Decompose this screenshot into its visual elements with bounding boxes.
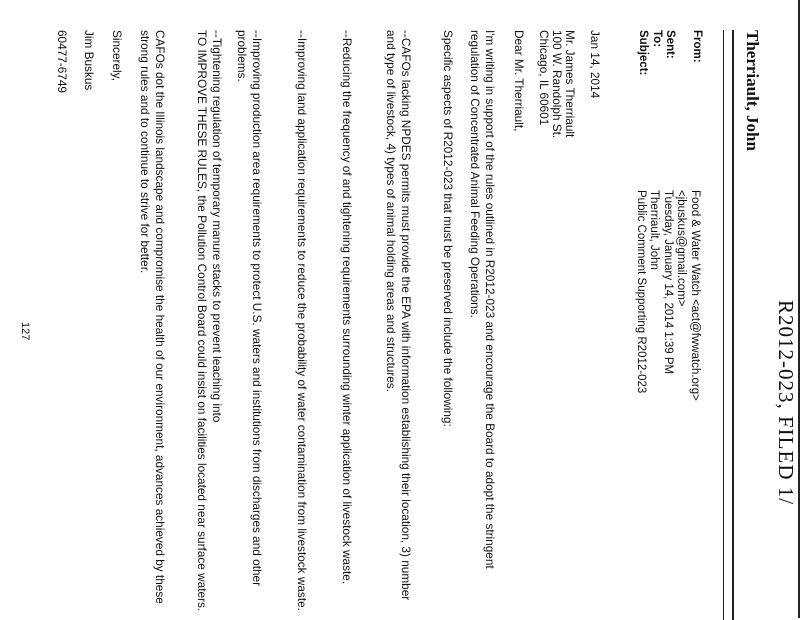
- header-divider-thin: [723, 30, 724, 620]
- from-value-email: <jbuskus@gmail.com>: [675, 190, 688, 307]
- salutation: Dear Mr. Therriault,: [512, 30, 526, 132]
- bullet-npdes: --CAFOs lacking NPDES permits must provide the EPA with information establishing their location, 3) number and type of livestock, 4) types of animal holding areas and structures.: [384, 30, 413, 604]
- page-number: 127: [19, 322, 31, 341]
- filing-stamp: R2012-023, FILED 1/: [774, 300, 798, 506]
- sender-name: Therriault, John: [743, 30, 762, 151]
- bullet-manure-stacks: --Tightening regulation of temporary manure stacks to prevent leaching into: [210, 30, 224, 423]
- sent-label: Sent:: [664, 30, 676, 59]
- bullet-land-application: --Improving land application requirements to reduce the probability of water contamination from livestock waste.: [295, 30, 309, 611]
- paragraph-support: I'm writing in support of the rules outlined in R2012-023 and encourage the Board to adopt the stringent regulation of Concentrated Animal Feeding Operations.: [468, 30, 497, 572]
- paragraph-aspects: Specific aspects of R2012-023 that must be preserved include the following:: [441, 30, 455, 427]
- paragraph-improve: TO IMPROVE THESE RULES, the Pollution Control Board could insist on facilities located near surface waters.: [195, 30, 209, 612]
- paragraph-cafos: CAFOs dot the Illinois landscape and compromise the health of our environment, advances achieved by these strong rules and to continue to strive for better.: [138, 30, 167, 608]
- letter-date: Jan 14, 2014: [588, 30, 602, 99]
- to-label: To:: [651, 30, 663, 48]
- from-label: From:: [691, 30, 703, 63]
- header-values: [633, 190, 701, 401]
- addressee-line-1: Mr. James Therriault: [563, 30, 577, 138]
- zip-phone: 60477-6749: [55, 30, 69, 93]
- header-divider: [732, 30, 734, 620]
- signature-name: Jim Buskus: [82, 30, 96, 91]
- subject-label: Subject:: [637, 30, 649, 76]
- bullet-winter-application: --Reducing the frequency of and tightening requirements surrounding winter application of livestock waste.: [340, 30, 354, 585]
- sent-value: Tuesday, January 14, 2014 1:39 PM: [661, 190, 674, 375]
- addressee-line-2: 100 W. Randolph St.: [550, 30, 564, 139]
- subject-value: Public Comment Supporting R2012-023: [634, 190, 647, 394]
- closing: Sincerely,: [110, 30, 124, 81]
- from-value: Food & Water Watch <act@fwwatch.org>: [689, 190, 701, 401]
- to-value: Therriault, John: [648, 190, 661, 270]
- bullet-production-area: --Improving production area requirements to protect U.S. waters and institutions from discharges and other problems.: [235, 30, 264, 590]
- addressee-line-3: Chicago, IL 60601: [537, 30, 551, 126]
